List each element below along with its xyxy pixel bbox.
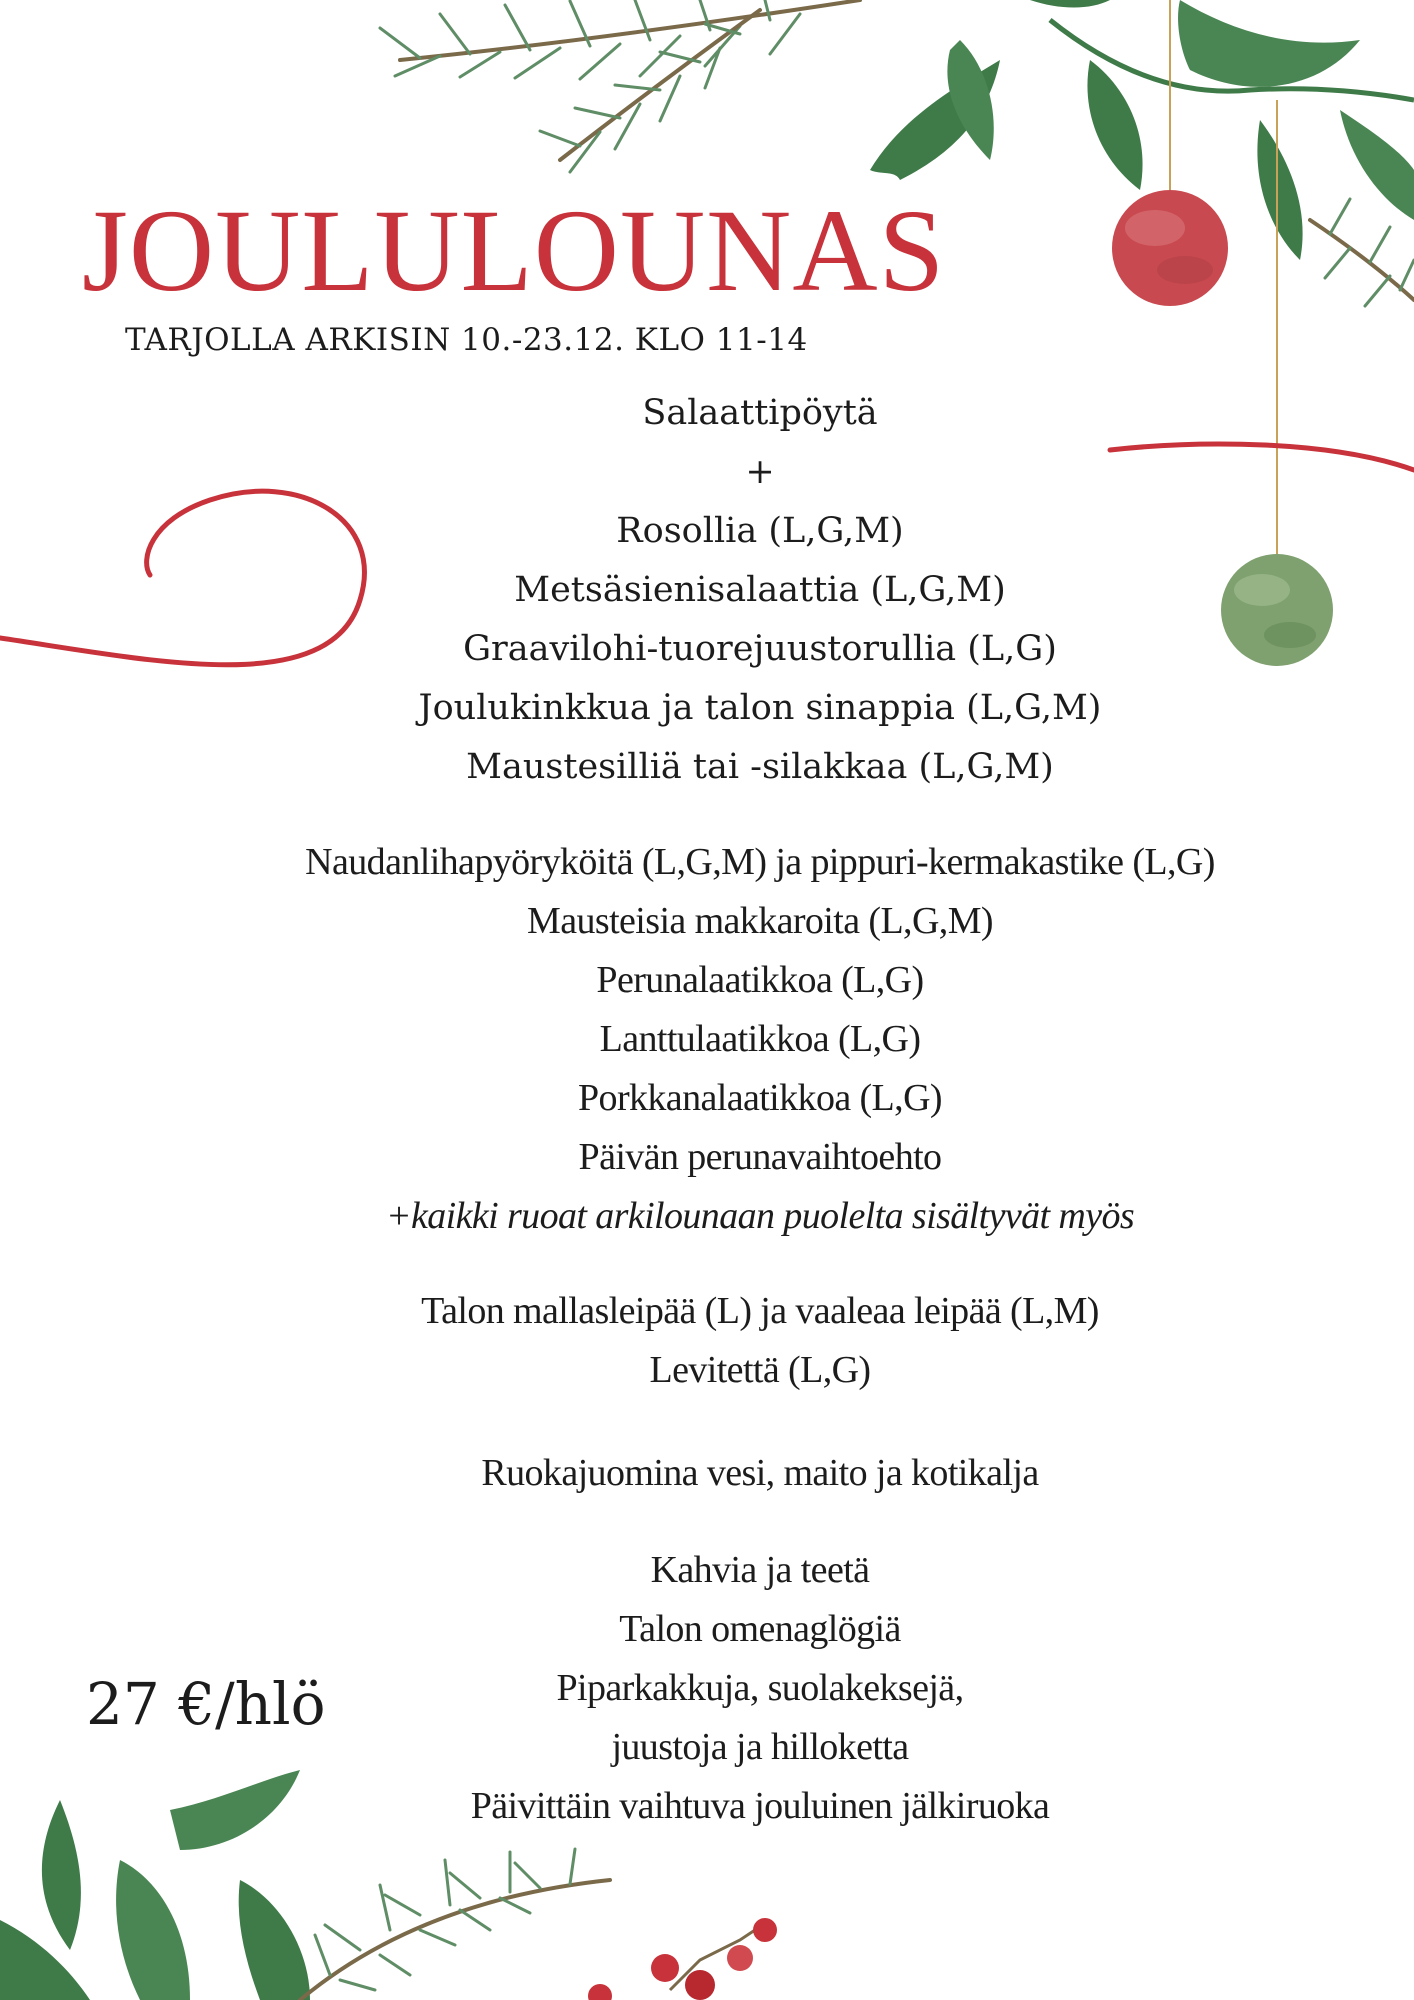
menu-item: Salaattipöytä <box>642 393 878 433</box>
menu-item: Päivän perunavaihtoehto <box>578 1136 942 1178</box>
menu-item: Metsäsienisalaattia (L,G,M) <box>514 570 1006 610</box>
menu-item: Rosollia (L,G,M) <box>616 511 904 551</box>
menu-item: Maustesilliä tai -silakkaa (L,G,M) <box>466 747 1054 787</box>
menu-item: juustoja ja hilloketta <box>611 1726 909 1768</box>
menu-item: Kahvia ja teetä <box>650 1549 870 1591</box>
menu-item: Lanttulaatikkoa (L,G) <box>599 1018 921 1060</box>
menu-item: Porkkanalaatikkoa (L,G) <box>578 1077 942 1119</box>
page-title: JOULULOUNAS <box>82 185 946 316</box>
menu-item: Joulukinkkua ja talon sinappia (L,G,M) <box>418 688 1102 728</box>
red-ornament-icon <box>1112 190 1228 306</box>
menu-item: Perunalaatikkoa (L,G) <box>596 959 924 1001</box>
menu-item: Talon omenaglögiä <box>619 1608 901 1650</box>
menu-item: Naudanlihapyöryköitä (L,G,M) ja pippuri-kermakastike (L,G) <box>305 841 1215 883</box>
menu-section-drinks <box>150 1444 1370 1503</box>
menu-item: Talon mallasleipää (L) ja vaaleaa leipää (L,M) <box>421 1290 1099 1332</box>
holly-leaf-icon <box>870 0 1414 260</box>
pine-branch-icon <box>300 1849 610 2000</box>
menu-item: Levitettä (L,G) <box>649 1349 871 1391</box>
price-label: 27 €/hlö <box>86 1670 326 1738</box>
menu-section-desserts <box>150 1541 1370 1836</box>
menu-section-breads <box>150 1282 1370 1400</box>
menu-item: Mausteisia makkaroita (L,G,M) <box>527 900 993 942</box>
menu-item: Graavilohi-tuorejuustorullia (L,G) <box>463 629 1057 669</box>
menu-item: Piparkakkuja, suolakeksejä, <box>556 1667 964 1709</box>
menu-section-salads <box>200 384 1320 797</box>
page-subtitle: TARJOLLA ARKISIN 10.-23.12. KLO 11-14 <box>125 322 808 358</box>
menu-item: Ruokajuomina vesi, maito ja kotikalja <box>481 1452 1039 1494</box>
menu-item: + <box>745 452 775 492</box>
menu-note: +kaikki ruoat arkilounaan puolelta sisältyvät myös <box>385 1195 1135 1237</box>
red-berries-icon <box>588 1918 777 2000</box>
menu-item: Päivittäin vaihtuva jouluinen jälkiruoka <box>470 1785 1050 1827</box>
menu-section-mains <box>150 833 1370 1246</box>
